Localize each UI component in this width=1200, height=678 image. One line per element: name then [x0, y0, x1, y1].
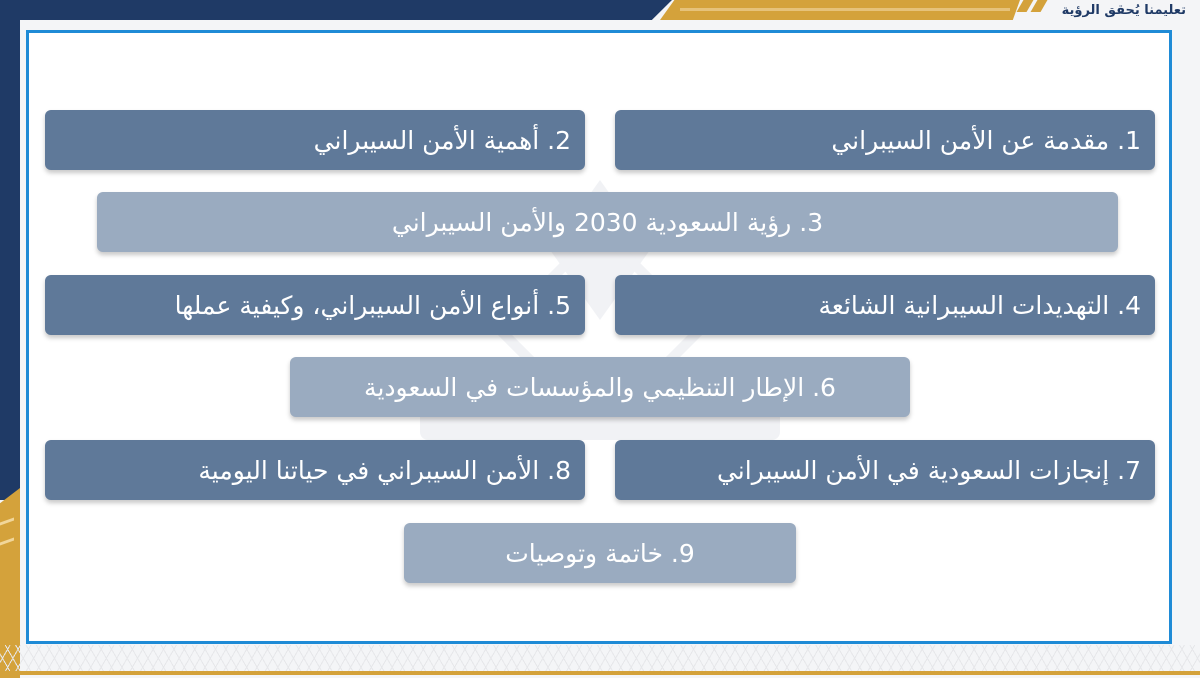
agenda-item-3[interactable]: [97, 192, 1118, 252]
agenda-item-label: 9. خاتمة وتوصيات: [505, 538, 695, 568]
agenda-item-6[interactable]: [290, 357, 910, 417]
agenda-item-label: 3. رؤية السعودية 2030 والأمن السيبراني: [391, 207, 824, 237]
agenda-item-8[interactable]: [45, 440, 585, 500]
header-gold-line: [680, 8, 1010, 11]
agenda-item-label: 5. أنواع الأمن السيبراني، وكيفية عملها: [174, 290, 571, 320]
bottom-gold-line: [0, 671, 1200, 675]
agenda-item-2[interactable]: [45, 110, 585, 170]
agenda-item-label: 4. التهديدات السيبرانية الشائعة: [818, 290, 1141, 320]
agenda-item-1[interactable]: [615, 110, 1155, 170]
tagline-text: تعليمنا يُحقق الرؤية: [1061, 3, 1186, 18]
header-navy-band: [0, 0, 672, 20]
agenda-item-label: 6. الإطار التنظيمي والمؤسسات في السعودية: [364, 372, 836, 402]
agenda-item-label: 2. أهمية الأمن السيبراني: [313, 125, 571, 155]
agenda-item-label: 7. إنجازات السعودية في الأمن السيبراني: [716, 455, 1141, 485]
agenda-item-label: 1. مقدمة عن الأمن السيبراني: [831, 125, 1141, 155]
header-stripe: [1031, 0, 1048, 12]
agenda-item-4[interactable]: [615, 275, 1155, 335]
agenda-item-9[interactable]: [404, 523, 796, 583]
agenda-item-label: 8. الأمن السيبراني في حياتنا اليومية: [198, 455, 571, 485]
agenda-item-7[interactable]: [615, 440, 1155, 500]
left-navy-band: [0, 0, 20, 500]
bottom-pattern: [0, 645, 1200, 671]
agenda-item-5[interactable]: [45, 275, 585, 335]
